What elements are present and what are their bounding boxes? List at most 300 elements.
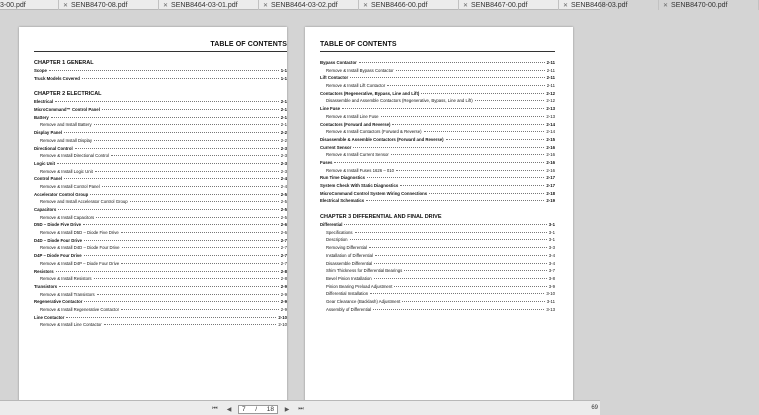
close-icon[interactable]: ✕ [263, 2, 269, 9]
close-icon[interactable]: ✕ [663, 2, 669, 9]
toc-entry[interactable] [320, 229, 555, 237]
toc-entry[interactable] [34, 321, 287, 329]
tab-label: SENB8468-03.pdf [571, 1, 628, 9]
toc-entry-title: Contactors (Forward and Reverse) [320, 121, 391, 127]
next-page-icon[interactable]: ▶ [284, 406, 290, 413]
toc-entry-page: 2-7 [280, 245, 287, 251]
dot-leader [95, 171, 279, 172]
toc-entry-title: Remove & Install Fuses 1626 – 010 [326, 167, 395, 173]
dot-leader [350, 239, 547, 240]
toc-entry-page: 3-9 [548, 283, 555, 289]
toc-entry-page: 2-11 [546, 67, 555, 73]
toc-entry[interactable] [34, 145, 287, 153]
page-separator: / [255, 405, 258, 413]
tab-0[interactable] [0, 0, 59, 10]
toc-entry-title: D5D – Diode Five Drive [34, 222, 82, 228]
dot-leader [374, 263, 547, 264]
toc-entry-page: 3-1 [548, 229, 555, 235]
toc-entry-page: 2-2 [280, 137, 287, 143]
dot-leader [350, 77, 544, 78]
toc-entry-page: 2-5 [280, 199, 287, 205]
dot-leader [51, 117, 279, 118]
dot-leader [424, 131, 545, 132]
dot-leader [84, 240, 279, 241]
toc-entry-page: 2-4 [280, 183, 287, 189]
dot-leader [121, 263, 279, 264]
dot-leader [122, 247, 279, 248]
toc-entry[interactable] [320, 121, 555, 129]
toc-entry-page: 2-11 [546, 60, 555, 65]
toc-entry-title: Fuses [320, 159, 333, 165]
toc-entry-title: Directional Control [34, 145, 73, 151]
toc-entry[interactable] [34, 137, 287, 145]
toc-entry[interactable] [34, 98, 287, 106]
tab-3[interactable] [259, 0, 359, 10]
toc-entry-title: Current Sensor [320, 144, 352, 150]
dot-leader [64, 132, 279, 133]
toc-entry[interactable] [34, 221, 287, 229]
toc-entry[interactable] [320, 82, 555, 90]
toc-entry-page: 3-3 [548, 245, 555, 251]
tab-label: 3-00.pdf [0, 1, 26, 9]
toc-entry-title: D4D – Diode Four Drive [34, 237, 82, 243]
toc-entry-title: Bypass Contactor [320, 60, 357, 65]
close-icon[interactable]: ✕ [463, 2, 469, 9]
toc-entry-page: 2-17 [546, 175, 555, 181]
dot-leader [353, 147, 544, 148]
dot-leader [342, 108, 544, 109]
tab-label: SENB8470-00.pdf [671, 1, 728, 9]
toc-entry[interactable] [34, 314, 287, 322]
toc-entry-title: Differential [320, 222, 343, 228]
toc-entry[interactable] [34, 244, 287, 252]
toc-entry-title: Truck Models Covered [34, 75, 80, 81]
dot-leader [421, 93, 544, 94]
toc-entry[interactable] [34, 183, 287, 191]
toc-entry-title: System Check With Static Diagnostics [320, 183, 399, 188]
toc-entry-title: Regenerative Contactor [34, 299, 83, 305]
toc-entry-title: Control Panel [34, 176, 62, 182]
close-icon[interactable]: ✕ [163, 2, 169, 9]
dot-leader [373, 309, 544, 310]
toc-entry[interactable] [320, 182, 555, 190]
toc-entry-title: Bevel Pinion Installation [326, 275, 372, 281]
dot-leader [404, 270, 547, 271]
toc-entry[interactable] [320, 252, 555, 260]
section-gap [34, 82, 287, 90]
toc-entry-page: 2-6 [280, 222, 287, 228]
toc-entry-title: Scope [34, 68, 47, 73]
close-icon[interactable]: ✕ [363, 2, 369, 9]
dot-leader [400, 185, 544, 186]
toc-entry-page: 2-12 [546, 90, 555, 96]
dot-leader [97, 294, 279, 295]
dot-leader [111, 155, 279, 156]
toc-entry[interactable] [320, 190, 555, 198]
toc-entry[interactable] [320, 167, 555, 175]
toc-entry-page: 2-7 [280, 253, 287, 259]
toc-entry-page: 2-18 [546, 190, 555, 196]
toc-entry-title: Disassemble and Assemble Contactors (Regenerative, Bypass, Line and Lift) [326, 98, 473, 104]
toc-entry-page: 2-11 [546, 83, 555, 89]
toc-entry-page: 2-3 [280, 160, 287, 166]
dot-leader [391, 154, 545, 155]
toc-entry-title: MicroCommand Control System Wiring Connections [320, 190, 428, 196]
toc-entry-page: 1-1 [280, 75, 287, 81]
toc-entry[interactable] [34, 106, 287, 114]
dot-leader [370, 293, 544, 294]
toc-entry[interactable] [320, 67, 555, 75]
dot-leader [367, 177, 544, 178]
toc-entry[interactable] [34, 67, 287, 75]
toc-entry[interactable] [320, 306, 555, 314]
toc-entry[interactable] [34, 306, 287, 314]
toc-entry-page: 3-4 [548, 260, 555, 266]
close-icon[interactable]: ✕ [63, 2, 69, 9]
pdf-page-right [305, 27, 573, 404]
toc-entry[interactable] [320, 144, 555, 152]
dot-leader [94, 124, 279, 125]
toc-entry-page: 2-14 [546, 129, 555, 135]
toc-entry-page: 2-7 [280, 260, 287, 266]
dot-leader [375, 255, 547, 256]
dot-leader [102, 109, 279, 110]
toc-list [34, 59, 287, 329]
toc-entry[interactable] [34, 237, 287, 245]
tab-5[interactable] [459, 0, 559, 10]
toc-entry-page: 2-1 [280, 107, 287, 113]
toc-entry-page: 2-13 [546, 113, 555, 119]
toc-entry-title: Transistors [34, 283, 58, 289]
dot-leader [130, 201, 279, 202]
chapter-heading: CHAPTER 1 GENERAL [34, 60, 94, 66]
dot-leader [96, 217, 279, 218]
dot-leader [57, 163, 279, 164]
toc-entry[interactable] [34, 298, 287, 306]
toc-entry-title: Remove and Install Accelerator Control Group [40, 199, 128, 205]
dot-leader [387, 85, 544, 86]
tab-7[interactable] [659, 0, 759, 10]
dot-leader [102, 186, 279, 187]
toc-entry-page: 2-16 [546, 167, 555, 173]
toc-entry-page: 2-3 [280, 153, 287, 159]
toc-entry-page: 3-4 [548, 252, 555, 258]
toc-entry-page: 2-6 [280, 230, 287, 236]
prev-page-icon[interactable]: ◀ [226, 406, 232, 413]
toc-entry-title: Remove & Install Current Sensor [326, 152, 389, 158]
zoom-level[interactable]: 69 [591, 405, 598, 411]
toc-entry-title: Electrical Schematics [320, 198, 365, 204]
toc-entry-page: 3-1 [548, 237, 555, 243]
tab-label: SENB8467-00.pdf [471, 1, 528, 9]
dot-leader [82, 78, 279, 79]
toc-entry-page: 2-9 [280, 283, 287, 289]
toc-entry-title: Line Fuse [320, 106, 341, 112]
current-page: 7 [242, 405, 246, 413]
toc-entry-page: 2-12 [546, 98, 555, 104]
toc-entry-page: 3-11 [546, 298, 555, 304]
toc-entry-title: Logic Unit [34, 160, 56, 166]
dot-leader [394, 286, 546, 287]
toc-entry-page: 2-16 [546, 159, 555, 165]
toc-entry-page: 2-1 [280, 114, 287, 120]
toc-entry[interactable] [34, 129, 287, 137]
toc-entry-page: 2-9 [280, 291, 287, 297]
dot-leader [475, 100, 545, 101]
toc-entry-title: Remove and Install Battery [40, 122, 92, 128]
toc-entry[interactable] [34, 198, 287, 206]
page-number-field[interactable] [238, 405, 278, 414]
dot-leader [121, 309, 279, 310]
dot-leader [66, 317, 276, 318]
close-icon[interactable]: ✕ [563, 2, 569, 9]
toc-entry-title: Remove & Install Control Panel [40, 183, 100, 189]
toc-entry[interactable] [320, 136, 555, 144]
title-rule [34, 51, 287, 52]
dot-leader [402, 301, 544, 302]
toc-entry-title: Remove and Install Display [40, 137, 93, 143]
toc-entry-title: Remove & Install Bypass Contactor [326, 67, 394, 73]
dot-leader [359, 62, 545, 63]
document-viewer[interactable] [0, 10, 600, 400]
tab-4[interactable] [359, 0, 459, 10]
dot-leader [366, 200, 544, 201]
toc-entry[interactable] [320, 174, 555, 182]
tab-bar [0, 0, 728, 10]
toc-entry-title: Lift Contactor [320, 75, 349, 81]
toc-entry[interactable] [320, 275, 555, 283]
tab-2[interactable] [159, 0, 259, 10]
toc-entry-title: Disassemble Differential [326, 260, 373, 266]
page-title: TABLE OF CONTENTS [210, 41, 287, 48]
dot-leader [84, 255, 279, 256]
toc-entry-title: Remove & Install Capacitors [40, 214, 95, 220]
pdf-page-left [19, 27, 287, 404]
toc-entry-title: MicroCommand™ Control Panel [34, 107, 100, 113]
dot-leader [396, 170, 544, 171]
toc-entry[interactable] [34, 191, 287, 199]
toc-entry[interactable] [320, 90, 555, 98]
toc-entry[interactable] [34, 114, 287, 122]
toc-entry[interactable] [320, 298, 555, 306]
toc-entry[interactable] [34, 268, 287, 276]
toc-entry-page: 2-11 [546, 75, 555, 81]
dot-leader [344, 224, 546, 225]
toc-entry-title: Remove & Install Lift Contactor [326, 83, 386, 89]
toc-entry-title: Specifications [326, 229, 353, 235]
toc-entry[interactable] [320, 151, 555, 159]
first-page-icon[interactable]: ⏮ [212, 405, 218, 412]
dot-leader [381, 116, 545, 117]
toc-list [320, 59, 555, 313]
toc-entry[interactable] [320, 74, 555, 82]
dot-leader [396, 70, 545, 71]
toc-entry-title: Gear Clearance (Backlash) Adjustment [326, 298, 401, 304]
toc-entry-page: 2-5 [280, 207, 287, 212]
toc-entry-title: Remove & Install D5D – Diode Five Drive [40, 230, 119, 236]
toc-entry-title: Display Panel [34, 130, 62, 136]
toc-entry-title: Differential Installation [326, 291, 369, 297]
toc-entry[interactable] [320, 260, 555, 268]
toc-entry[interactable] [34, 214, 287, 222]
toc-entry[interactable] [34, 229, 287, 237]
toc-entry-page: 2-17 [546, 183, 555, 188]
toc-entry[interactable] [34, 175, 287, 183]
toc-entry-page: 2-10 [278, 314, 287, 320]
toc-entry-title: Assembly of Differential [326, 306, 372, 312]
toc-entry-title: Capacitors [34, 207, 57, 212]
toc-entry-page: 2-3 [280, 145, 287, 151]
dot-leader [64, 178, 279, 179]
dot-leader [446, 139, 545, 140]
toc-entry-page: 3-10 [546, 291, 555, 297]
toc-entry[interactable] [34, 206, 287, 214]
toc-entry-page: 3-13 [546, 306, 555, 312]
toc-entry[interactable] [320, 236, 555, 244]
chapter-heading: CHAPTER 2 ELECTRICAL [34, 91, 102, 98]
toc-entry[interactable] [34, 75, 287, 83]
toc-entry-page: 2-10 [278, 322, 287, 328]
dot-leader [334, 162, 544, 163]
toc-entry-page: 2-5 [280, 191, 287, 197]
toc-entry[interactable] [320, 128, 555, 136]
total-pages: 18 [266, 405, 274, 413]
toc-entry-page: 2-1 [280, 122, 287, 128]
toc-entry-title: Resistors [34, 268, 54, 274]
toc-entry-title: Removing Differential [326, 245, 367, 251]
toc-entry-title: Remove & Install Contactors (Forward & Reverse) [326, 129, 422, 135]
toc-entry-page: 2-7 [280, 237, 287, 243]
toc-entry-page: 2-8 [280, 276, 287, 282]
toc-entry-title: Contactors (Regenerative, Bypass, Line and Lift) [320, 90, 420, 96]
toc-entry-page: 2-13 [546, 106, 555, 112]
tab-label: SENB8466-00.pdf [371, 1, 428, 9]
dot-leader [121, 232, 279, 233]
dot-leader [355, 232, 547, 233]
toc-entry[interactable] [34, 160, 287, 168]
dot-leader [83, 224, 279, 225]
dot-leader [55, 101, 279, 102]
dot-leader [94, 278, 279, 279]
chapter-heading: CHAPTER 3 DIFFERENTIAL AND FINAL DRIVE [320, 214, 442, 221]
toc-entry-title: Electrical [34, 99, 54, 105]
toc-entry-page: 2-5 [280, 214, 287, 220]
toc-entry-page: 2-2 [280, 130, 287, 136]
dot-leader [84, 301, 278, 302]
status-bar [0, 400, 600, 415]
toc-entry-title: Line Contactor [34, 314, 65, 320]
page-navigation [210, 404, 306, 414]
toc-entry-page: 2-8 [280, 268, 287, 274]
toc-entry[interactable] [320, 221, 555, 229]
title-rule [320, 51, 555, 52]
toc-entry[interactable] [34, 152, 287, 160]
toc-entry-page: 1-1 [280, 68, 287, 73]
toc-entry-page: 3-8 [548, 275, 555, 281]
toc-entry-title: Accelerator Control Group [34, 191, 89, 197]
toc-entry[interactable] [34, 283, 287, 291]
tab-1[interactable] [59, 0, 159, 10]
toc-entry[interactable] [320, 283, 555, 291]
dot-leader [369, 247, 547, 248]
toc-entry-title: Remove & Install D4D – Diode Four Drive [40, 245, 120, 251]
toc-entry-page: 2-19 [546, 198, 555, 204]
toc-entry[interactable] [320, 244, 555, 252]
toc-entry-title: D4P – Diode Four Drive [34, 253, 82, 259]
toc-entry-page: 2-9 [280, 306, 287, 312]
toc-entry-title: Remove & Install Logic Unit [40, 168, 93, 174]
toc-entry-title: Remove & Install Line Contactor [40, 322, 102, 328]
toc-entry-page: 2-16 [546, 144, 555, 150]
toc-entry[interactable] [320, 197, 555, 205]
dot-leader [392, 124, 544, 125]
toc-entry-title: Pinion Bearing Preload Adjustment [326, 283, 393, 289]
dot-leader [104, 324, 277, 325]
tab-label: SENB8464-03-02.pdf [271, 1, 338, 9]
toc-entry[interactable] [320, 59, 555, 67]
dot-leader [75, 148, 279, 149]
toc-entry-title: Remove & Install Regenerative Contactor [40, 306, 120, 312]
toc-entry-title: Run Time Diagnostics [320, 175, 366, 181]
dot-leader [56, 271, 279, 272]
toc-entry-title: Remove & Install Directional Control [40, 153, 110, 159]
toc-entry-title: Installation of Differential [326, 252, 373, 258]
toc-entry-page: 3-7 [548, 268, 555, 274]
toc-entry[interactable] [34, 275, 287, 283]
tab-label: SENB8470-08.pdf [71, 1, 128, 9]
toc-entry[interactable] [34, 121, 287, 129]
dot-leader [374, 278, 547, 279]
toc-entry[interactable] [320, 113, 555, 121]
toc-entry-title: Description [326, 237, 348, 243]
toc-entry[interactable] [320, 97, 555, 105]
dot-leader [90, 194, 279, 195]
tab-label: SENB8464-03-01.pdf [171, 1, 238, 9]
toc-entry-title: Disassemble & Assemble Contactors (Forward and Reverse) [320, 136, 444, 142]
toc-entry-page: 2-15 [546, 136, 555, 142]
page-title: TABLE OF CONTENTS [320, 41, 397, 48]
toc-entry[interactable] [34, 168, 287, 176]
dot-leader [59, 286, 279, 287]
tab-6[interactable] [559, 0, 659, 10]
dot-leader [58, 209, 279, 210]
toc-entry-title: Remove & Install Transistors [40, 291, 95, 297]
toc-entry-page: 2-4 [280, 176, 287, 182]
toc-entry-page: 2-1 [280, 99, 287, 105]
toc-entry-title: Battery [34, 114, 49, 120]
last-page-icon[interactable]: ⏭ [298, 405, 304, 412]
toc-entry-title: Remove & Install D4P – Diode Four Drive [40, 260, 120, 266]
toc-entry[interactable] [320, 267, 555, 275]
dot-leader [429, 193, 544, 194]
dot-leader [94, 140, 279, 141]
toc-entry-page: 2-3 [280, 168, 287, 174]
toc-entry[interactable] [34, 291, 287, 299]
toc-entry[interactable] [320, 105, 555, 113]
toc-entry[interactable] [320, 159, 555, 167]
toc-entry[interactable] [320, 290, 555, 298]
toc-entry-page: 2-14 [546, 121, 555, 127]
toc-entry[interactable] [34, 260, 287, 268]
dot-leader [49, 70, 279, 71]
toc-entry-title: Shim Thickness for Differential Bearings [326, 268, 403, 274]
toc-entry-page: 3-1 [548, 222, 555, 228]
toc-entry-page: 2-9 [280, 299, 287, 305]
section-gap [320, 205, 555, 213]
toc-entry[interactable] [34, 252, 287, 260]
toc-entry-title: Remove & Install Resistors [40, 276, 92, 282]
toc-entry-page: 2-16 [546, 152, 555, 158]
